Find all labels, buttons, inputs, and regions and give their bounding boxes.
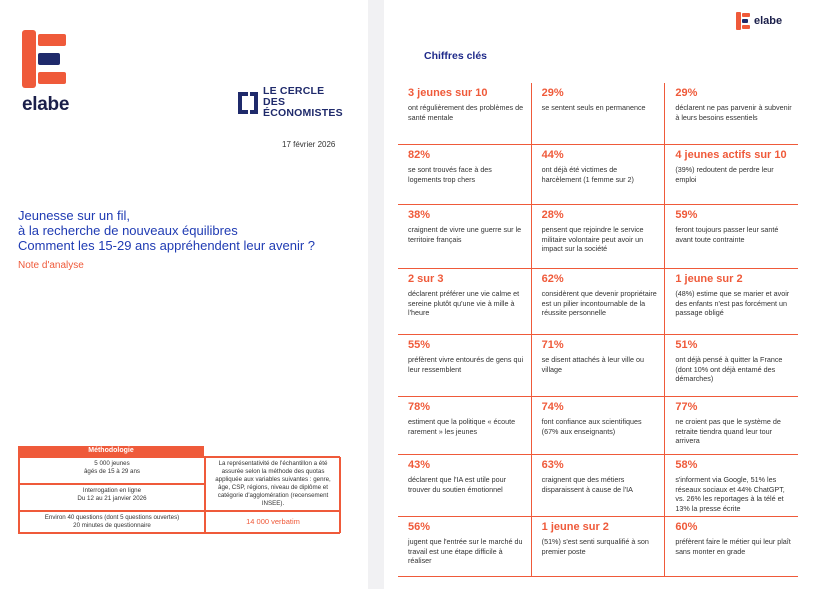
- key-figure-stat: 1 jeune sur 2: [541, 521, 609, 533]
- key-figure-desc: (39%) redoutent de perdre leur emploi: [675, 165, 774, 184]
- key-figure-desc: se sentent seuls en permanence: [541, 103, 646, 112]
- cercle-economistes-logo: [238, 86, 368, 119]
- key-figure-cell: [665, 517, 798, 576]
- key-figure-cell: [532, 83, 666, 144]
- key-figure-stat: 44%: [541, 149, 564, 161]
- report-date: 17 février 2026: [282, 140, 336, 149]
- key-figure-desc: se disent attachés à leur ville ou village: [541, 355, 644, 374]
- key-figure-desc: jugent que l'entrée sur le marché du travail est une étape difficile à réaliser: [408, 537, 523, 565]
- key-figure-desc: déclarent ne pas parvenir à subvenir à leurs besoins essentiels: [675, 103, 792, 122]
- key-figure-stat: 77%: [675, 401, 698, 413]
- key-figure-stat: 56%: [408, 521, 431, 533]
- key-figure-stat: 28%: [541, 209, 564, 221]
- key-figure-cell: [398, 335, 532, 396]
- key-figure-desc: craignent de vivre une guerre sur le territoire français: [408, 225, 522, 244]
- key-figure-stat: 55%: [408, 339, 431, 351]
- cercle-line1: LE CERCLE: [262, 85, 325, 97]
- elabe-logo: [22, 30, 72, 116]
- key-figure-desc: (51%) s'est senti surqualifié à son premier poste: [541, 537, 649, 556]
- key-figure-desc: considèrent que devenir propriétaire est un pilier incontournable de la réussite personnelle: [541, 289, 657, 317]
- key-figures-row: [398, 83, 798, 145]
- key-figure-cell: [665, 205, 798, 268]
- questions-cell: Environ 40 questions (dont 5 questions ouvertes) 20 minutes de questionnaire: [19, 511, 205, 533]
- key-figure-cell: [665, 335, 798, 396]
- elabe-small-text: elabe: [754, 15, 783, 27]
- key-figure-stat: 59%: [675, 209, 698, 221]
- elabe-logo-icon: [22, 30, 68, 88]
- elabe-logo-text: elabe: [22, 94, 70, 115]
- key-figure-stat: 71%: [541, 339, 564, 351]
- key-figure-desc: préfèrent vivre entourés de gens qui leur ressemblent: [408, 355, 524, 374]
- key-figure-desc: estiment que la politique « écoute rarement » les jeunes: [408, 417, 516, 436]
- key-figure-stat: 51%: [675, 339, 698, 351]
- key-figure-stat: 78%: [408, 401, 431, 413]
- key-figure-stat: 1 jeune sur 2: [675, 273, 743, 285]
- key-figure-stat: 74%: [541, 401, 564, 413]
- methodology-table: [18, 446, 340, 534]
- key-figure-desc: (48%) estime que se marier et avoir des enfants n'est pas forcément un passage obligé: [675, 289, 790, 317]
- key-figure-stat: 60%: [675, 521, 698, 533]
- key-figure-cell: [398, 517, 532, 576]
- key-figure-cell: [665, 83, 798, 144]
- key-figures-title: Chiffres clés: [424, 50, 488, 62]
- key-figures-row: [398, 145, 798, 205]
- key-figure-cell: [398, 397, 532, 454]
- key-figure-stat: 29%: [541, 87, 564, 99]
- key-figures-row: [398, 205, 798, 269]
- key-figure-cell: [398, 145, 532, 204]
- title-line-2: à la recherche de nouveaux équilibres: [18, 223, 238, 238]
- key-figure-stat: 63%: [541, 459, 564, 471]
- key-figure-stat: 4 jeunes actifs sur 10: [675, 149, 787, 161]
- key-figures-grid: [398, 83, 798, 577]
- key-figure-stat: 58%: [675, 459, 698, 471]
- key-figure-desc: se sont trouvés face à des logements trop chers: [408, 165, 492, 184]
- key-figure-cell: [398, 269, 532, 334]
- key-figure-desc: ont régulièrement des problèmes de santé mentale: [408, 103, 524, 122]
- key-figures-row: [398, 397, 798, 455]
- key-figure-cell: [398, 455, 532, 516]
- key-figures-row: [398, 335, 798, 397]
- cercle-logo-icon: [238, 92, 258, 114]
- key-figure-desc: craignent que des métiers disparaissent à cause de l'IA: [541, 475, 633, 494]
- key-figure-cell: [532, 145, 666, 204]
- key-figure-cell: [665, 397, 798, 454]
- key-figure-desc: ont déjà pensé à quitter la France (dont 10% ont déjà entamé des démarches): [675, 355, 783, 383]
- key-figure-cell: [665, 145, 798, 204]
- report-titles: [18, 208, 358, 271]
- key-figure-cell: [532, 269, 666, 334]
- key-figure-desc: feront toujours passer leur santé avant toute contrainte: [675, 225, 779, 244]
- cercle-line2: DES ÉCONOMISTES: [262, 96, 343, 119]
- key-figure-desc: déclarent préférer une vie calme et sereine plutôt qu'une vie à mille à l'heure: [408, 289, 520, 317]
- key-figures-row: [398, 269, 798, 335]
- key-figure-stat: 2 sur 3: [408, 273, 444, 285]
- key-figure-cell: [532, 397, 666, 454]
- key-figure-cell: [665, 269, 798, 334]
- title-line-1: Jeunesse sur un fil,: [18, 208, 131, 223]
- key-figure-desc: déclarent que l'IA est utile pour trouver du soutien émotionnel: [408, 475, 507, 494]
- sample-cell: 5 000 jeunes âgés de 15 à 29 ans: [19, 457, 205, 484]
- key-figure-stat: 43%: [408, 459, 431, 471]
- dates-cell: Interrogation en ligne Du 12 au 21 janvier 2026: [19, 484, 205, 511]
- key-figure-stat: 38%: [408, 209, 431, 221]
- key-figure-stat: 29%: [675, 87, 698, 99]
- key-figure-cell: [532, 517, 666, 576]
- key-figure-stat: 82%: [408, 149, 431, 161]
- key-figure-stat: 3 jeunes sur 10: [408, 87, 488, 99]
- key-figure-cell: [532, 335, 666, 396]
- key-figure-stat: 62%: [541, 273, 564, 285]
- key-figure-cell: [532, 205, 666, 268]
- key-figure-cell: [398, 83, 532, 144]
- elabe-logo-small: [736, 12, 782, 30]
- elabe-small-icon: [736, 12, 750, 30]
- subtitle: Comment les 15-29 ans appréhendent leur avenir ?: [18, 238, 316, 253]
- note-label: Note d'analyse: [18, 260, 84, 271]
- key-figure-desc: préfèrent faire le métier qui leur plaît sans monter en grade: [675, 537, 791, 556]
- representativity-cell: La représentativité de l'échantillon a été assurée selon la méthode des quotas appliquée aux variables suivantes : genre, âge, CSP, régions, niveau de diplôme et catégorie d'agglomération (recensement INSEE).: [205, 457, 341, 511]
- key-figures-row: [398, 517, 798, 577]
- key-figure-cell: [532, 455, 666, 516]
- key-figure-cell: [398, 205, 532, 268]
- methodology-header: Méthodologie: [18, 446, 204, 456]
- key-figure-desc: pensent que rejoindre le service militaire volontaire peut avoir un impact sur la société: [541, 225, 644, 253]
- key-figure-desc: ont déjà été victimes de harcèlement (1 femme sur 2): [541, 165, 634, 184]
- key-figure-desc: s'informent via Google, 51% les réseaux sociaux et 44% ChatGPT, vs. 26% les reportages à la télé et 13% la presse écrite: [675, 475, 785, 513]
- verbatim-cell: 14 000 verbatim: [205, 511, 341, 533]
- left-page: [0, 0, 368, 589]
- key-figure-desc: ne croient pas que le système de retraite tiendra quand leur tour arrivera: [675, 417, 781, 445]
- key-figure-cell: [665, 455, 798, 516]
- key-figure-desc: font confiance aux scientifiques (67% aux enseignants): [541, 417, 642, 436]
- key-figures-row: [398, 455, 798, 517]
